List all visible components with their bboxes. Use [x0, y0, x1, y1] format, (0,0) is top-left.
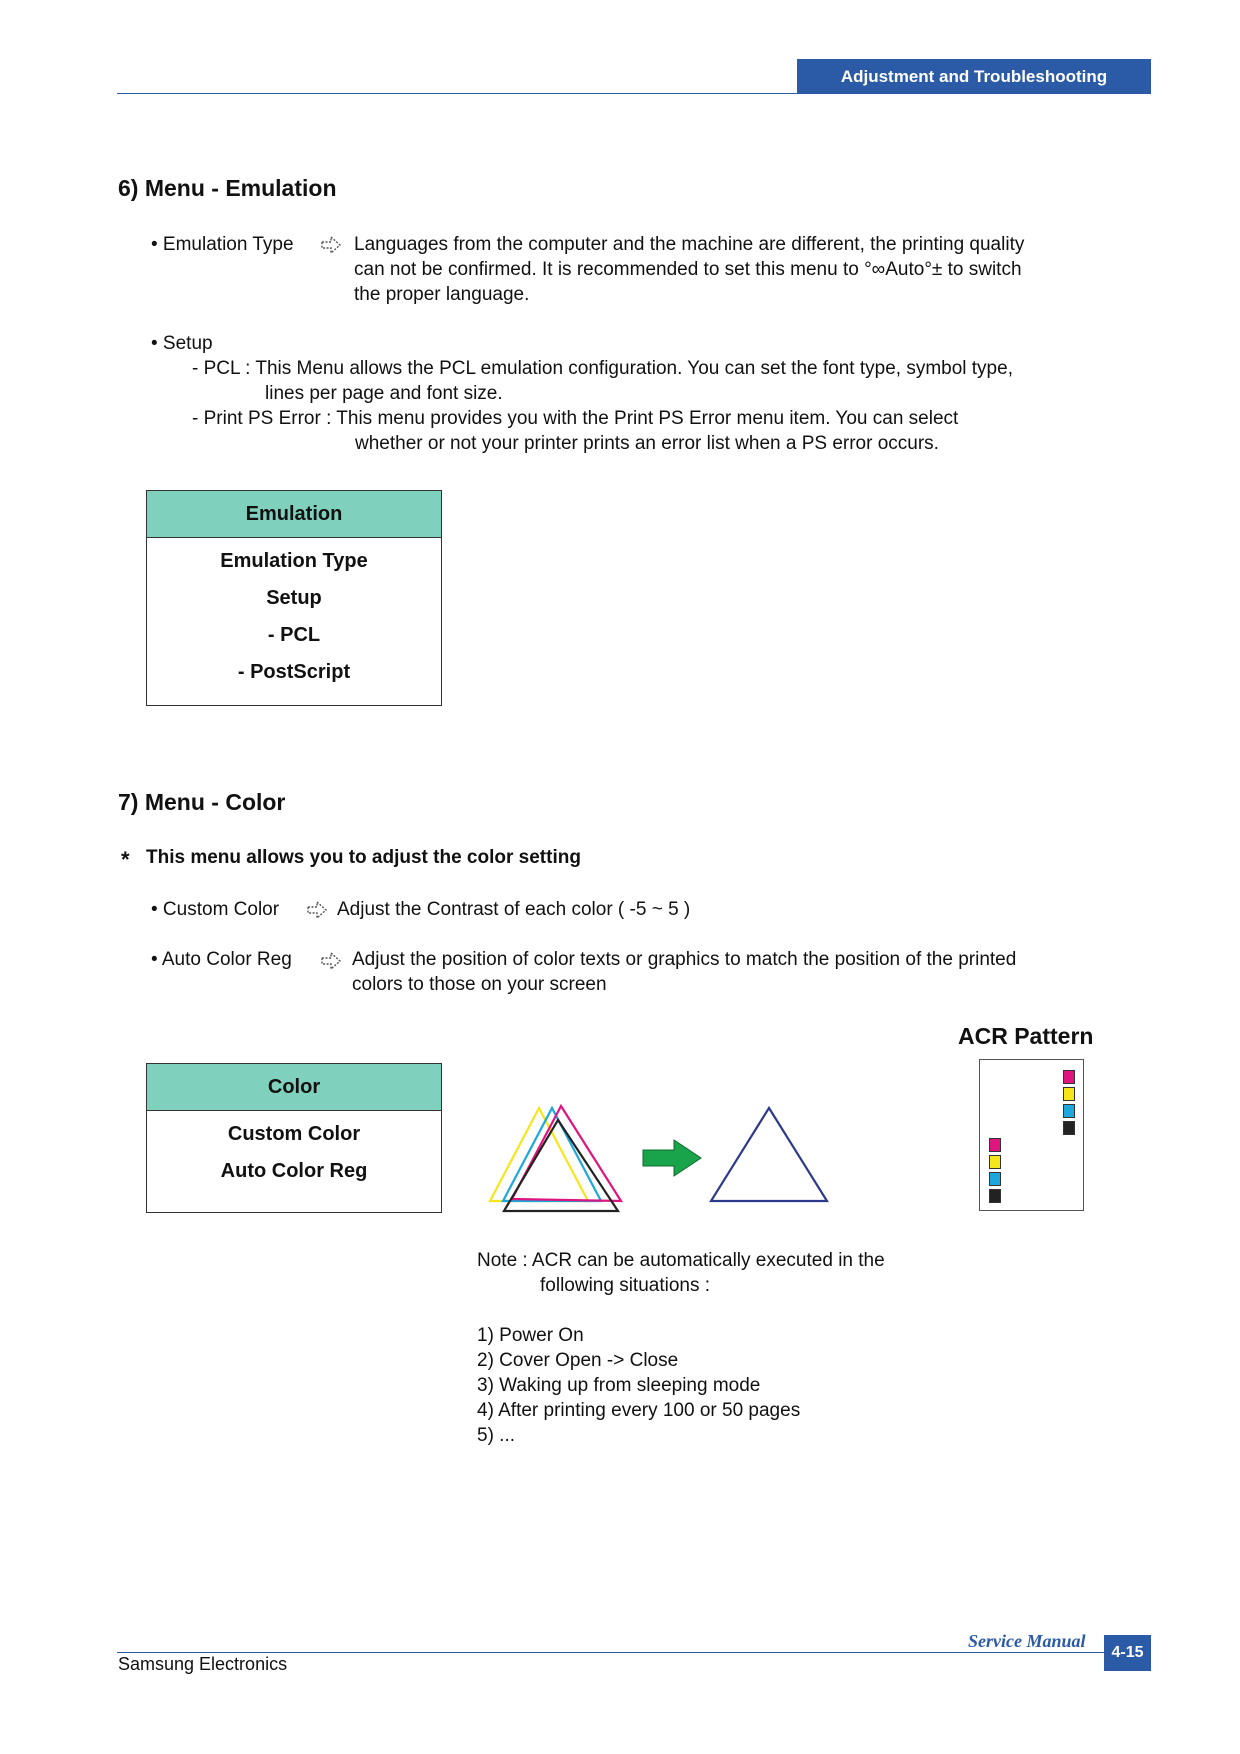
- cyan-square: [1063, 1104, 1075, 1118]
- black-square: [989, 1189, 1001, 1203]
- registered-triangle: [711, 1108, 827, 1201]
- green-arrow-icon: [643, 1140, 701, 1176]
- emulation-heading: 6) Menu - Emulation: [118, 175, 337, 201]
- right-arrow-icon: [320, 234, 342, 256]
- pcl-desc-2: lines per page and font size.: [265, 383, 503, 404]
- color-heading: 7) Menu - Color: [118, 789, 286, 815]
- auto-color-reg-desc-2: colors to those on your screen: [352, 974, 607, 995]
- emulation-menu-item: - PCL: [267, 624, 321, 646]
- emulation-type-desc-1: Languages from the computer and the machine are different, the printing quality: [354, 234, 1025, 255]
- emulation-type-desc-2: can not be confirmed. It is recommended to set this menu to °∞Auto°± to switch: [354, 259, 1022, 280]
- note-line-2: following situations :: [540, 1275, 711, 1296]
- magenta-square: [989, 1138, 1001, 1152]
- note-list-item: 5) ...: [477, 1425, 516, 1446]
- color-menu-item: Custom Color: [227, 1123, 361, 1145]
- right-arrow-icon: [320, 950, 342, 972]
- note-list-item: 4) After printing every 100 or 50 pages: [477, 1400, 801, 1421]
- company-name: Samsung Electronics: [118, 1654, 288, 1674]
- asterisk-icon: *: [121, 847, 130, 872]
- black-square: [1063, 1121, 1075, 1135]
- emulation-menu-item: Emulation Type: [220, 550, 368, 572]
- emulation-type-label: • Emulation Type: [151, 234, 294, 255]
- color-menu-box: [146, 1063, 442, 1213]
- page-number: 4-15: [1104, 1635, 1151, 1671]
- acr-diagram: [470, 1100, 840, 1215]
- auto-color-reg-desc-1: Adjust the position of color texts or graphics to match the position of the printed: [352, 949, 1017, 970]
- note-list-item: 1) Power On: [477, 1325, 584, 1346]
- note-line-1: Note : ACR can be automatically executed in the: [477, 1250, 885, 1271]
- footer-rule: [117, 1652, 1151, 1653]
- color-menu-item: Auto Color Reg: [220, 1160, 368, 1182]
- print-ps-error-desc-1: - Print PS Error : This menu provides you with the Print PS Error menu item. You can select: [192, 408, 959, 429]
- color-menu-title: Color: [147, 1064, 441, 1111]
- acr-pattern-sheet: [979, 1059, 1084, 1211]
- custom-color-label: • Custom Color: [151, 899, 280, 920]
- setup-label: • Setup: [151, 333, 213, 354]
- yellow-square: [989, 1155, 1001, 1169]
- emulation-type-desc-3: the proper language.: [354, 284, 530, 305]
- emulation-menu-item: Setup: [266, 587, 322, 609]
- emulation-menu-item: - PostScript: [237, 661, 351, 683]
- note-list-item: 3) Waking up from sleeping mode: [477, 1375, 761, 1396]
- custom-color-desc: Adjust the Contrast of each color ( -5 ~ 5 ): [337, 899, 691, 920]
- section-header-label: Adjustment and Troubleshooting: [840, 66, 1108, 86]
- note-list-item: 2) Cover Open -> Close: [477, 1350, 679, 1371]
- yellow-triangle: [490, 1108, 588, 1201]
- service-manual-label: Service Manual: [968, 1631, 1086, 1651]
- color-intro: This menu allows you to adjust the color setting: [146, 847, 581, 868]
- emulation-menu-box: [146, 490, 442, 706]
- pcl-desc-1: - PCL : This Menu allows the PCL emulation configuration. You can set the font type, symbol type,: [192, 358, 1013, 379]
- yellow-square: [1063, 1087, 1075, 1101]
- cyan-square: [989, 1172, 1001, 1186]
- emulation-menu-title: Emulation: [147, 491, 441, 538]
- right-arrow-icon: [306, 899, 328, 921]
- print-ps-error-desc-2: whether or not your printer prints an error list when a PS error occurs.: [355, 433, 939, 454]
- header-rule: [117, 93, 1151, 94]
- magenta-square: [1063, 1070, 1075, 1084]
- section-header: [797, 59, 1151, 94]
- acr-pattern-title: ACR Pattern: [958, 1023, 1094, 1049]
- auto-color-reg-label: • Auto Color Reg: [151, 949, 292, 970]
